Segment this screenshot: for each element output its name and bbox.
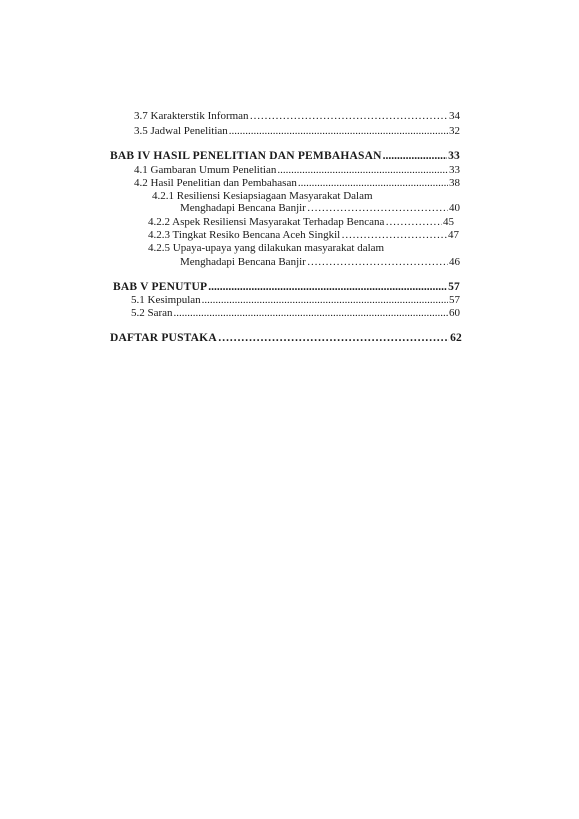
toc-leader-dots — [277, 164, 448, 177]
toc-entry-3-7 — [134, 110, 460, 123]
toc-page-number: 46 — [449, 256, 460, 268]
toc-entry-4-2-3 — [148, 229, 459, 242]
toc-entry-label: 5.2 Saran — [131, 307, 173, 319]
toc-entry-label: 5.1 Kesimpulan — [131, 294, 201, 306]
toc-leader-dots — [385, 216, 442, 229]
toc-entry-5-1 — [131, 294, 460, 307]
toc-leader-dots — [298, 177, 448, 190]
toc-page-number: 32 — [449, 125, 460, 137]
toc-leader-dots — [307, 256, 448, 269]
toc-entry-5-2 — [131, 307, 460, 320]
toc-page-number: 57 — [448, 281, 460, 293]
toc-chapter-daftar-pustaka — [110, 332, 462, 345]
toc-entry-4-2-2 — [148, 216, 454, 229]
toc-chapter-bab-v — [113, 281, 460, 294]
toc-leader-dots — [383, 150, 447, 163]
toc-page-number: 33 — [449, 164, 460, 176]
toc-leader-dots — [174, 307, 448, 320]
toc-entry-label: 4.2 Hasil Penelitian dan Pembahasan — [134, 177, 297, 189]
toc-page-number: 45 — [443, 216, 454, 228]
toc-entry-label: 3.7 Karakterstik Informan — [134, 110, 249, 122]
toc-entry-4-2-5-line1: 4.2.5 Upaya-upaya yang dilakukan masyarakat dalam — [148, 242, 385, 254]
toc-entry-label: Menghadapi Bencana Banjir — [180, 256, 306, 268]
toc-entry-4-2-1-line1: 4.2.1 Resiliensi Kesiapsiagaan Masyarakat Dalam — [152, 190, 373, 202]
toc-chapter-label: DAFTAR PUSTAKA — [110, 332, 217, 344]
toc-entry-4-2 — [134, 177, 460, 190]
toc-leader-dots — [202, 294, 448, 307]
toc-chapter-label: BAB V PENUTUP — [113, 281, 208, 293]
toc-page-number: 60 — [449, 307, 460, 319]
toc-page-number: 57 — [449, 294, 460, 306]
toc-page-number: 34 — [449, 110, 460, 122]
toc-entry-label: 4.1 Gambaran Umum Penelitian — [134, 164, 277, 176]
toc-page-number: 40 — [449, 202, 460, 214]
toc-entry-label: 3.5 Jadwal Penelitian — [134, 125, 228, 137]
toc-page-number: 38 — [449, 177, 460, 189]
toc-chapter-label: BAB IV HASIL PENELITIAN DAN PEMBAHASAN — [110, 150, 382, 162]
toc-leader-dots — [218, 332, 449, 345]
toc-chapter-bab-iv — [110, 150, 460, 163]
toc-page-number: 62 — [450, 332, 462, 344]
toc-entry-label: 4.2.2 Aspek Resiliensi Masyarakat Terhadap Bencana — [148, 216, 385, 228]
toc-entry-label: 4.2.3 Tingkat Resiko Bencana Aceh Singkil — [148, 229, 341, 241]
toc-leader-dots — [341, 229, 447, 242]
toc-page-number: 47 — [448, 229, 459, 241]
toc-leader-dots — [208, 281, 447, 294]
toc-leader-dots — [307, 202, 448, 215]
toc-entry-label: Menghadapi Bencana Banjir — [180, 202, 306, 214]
toc-entry-3-5 — [134, 125, 460, 138]
toc-leader-dots — [250, 110, 448, 123]
toc-entry-4-2-5-line2 — [180, 256, 460, 269]
toc-page-number: 33 — [448, 150, 460, 162]
toc-entry-4-2-1-line2 — [180, 202, 460, 215]
toc-leader-dots — [229, 125, 448, 138]
toc-entry-4-1 — [134, 164, 460, 177]
